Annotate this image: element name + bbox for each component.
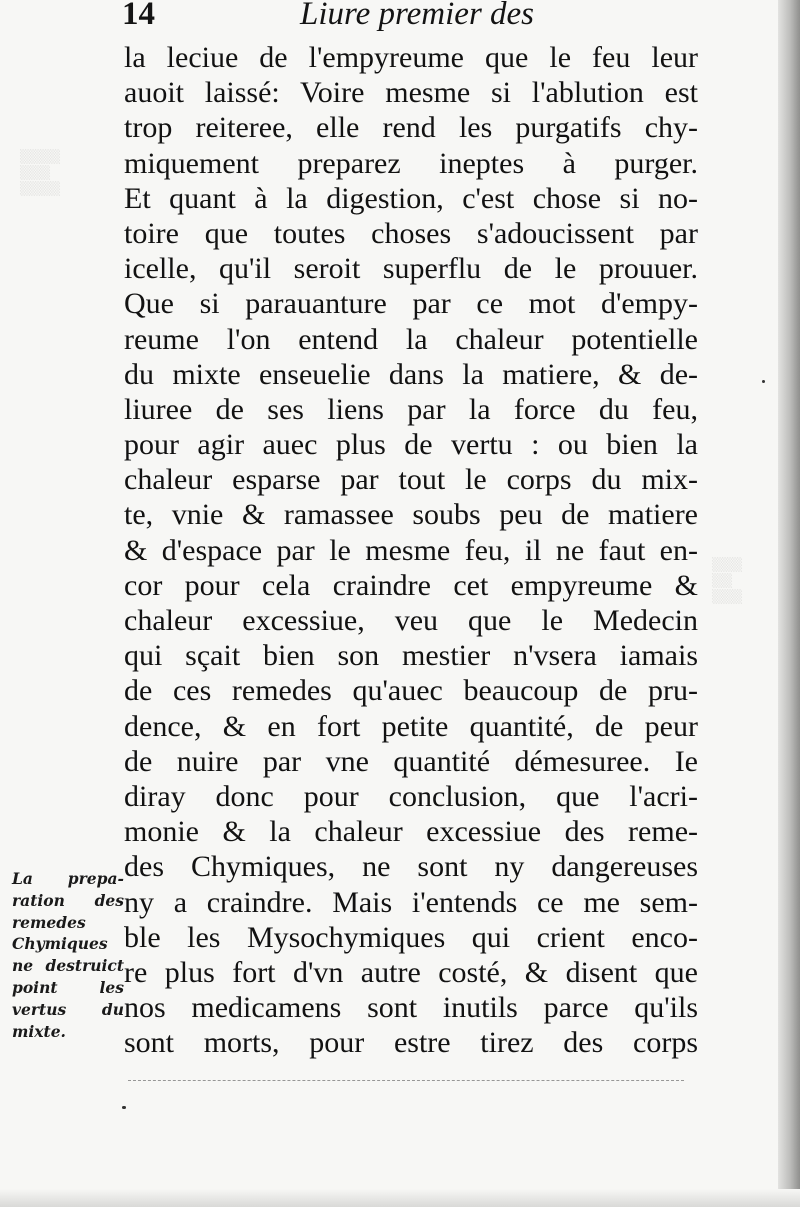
text-line: de ces remedes qu'auec beaucoup de pru-: [124, 674, 698, 708]
margin-note-line: La prepa-: [12, 869, 124, 888]
text-line: miquement preparez ineptes à purger.: [124, 146, 698, 180]
text-line: des Chymiques, ne sont ny dangereuses: [124, 850, 698, 884]
text-line: ny a craindre. Mais i'entends ce me sem-: [124, 885, 698, 919]
body-text: [124, 40, 698, 1060]
text-line: trop reiteree, elle rend les purgatifs chy-: [124, 111, 698, 145]
ink-speck: [762, 380, 765, 383]
margin-note-line: mixte.: [12, 1021, 66, 1041]
text-line: nos medicamens sont inutils parce qu'ils: [124, 991, 698, 1025]
margin-note-line: vertus du: [12, 999, 124, 1019]
text-line: pour agir auec plus de vertu : ou bien la: [124, 428, 698, 462]
text-line: diray donc pour conclusion, que l'acri-: [124, 779, 698, 813]
text-line: ble les Mysochymiques qui crient enco-: [124, 920, 698, 954]
text-line: du mixte enseuelie dans la matiere, & de-: [124, 357, 698, 391]
running-title: Liure premier des: [300, 0, 535, 32]
text-line: chaleur excessiue, veu que le Medecin: [124, 604, 698, 637]
page-bottom-edge: [0, 1189, 800, 1207]
text-line: la leciue de l'empyreume que le feu leur: [124, 41, 698, 74]
text-line: dence, & en fort petite quantité, de peur: [124, 709, 698, 743]
show-through-smudge: ▒▒▒ ▒▒ ▒▒▒: [712, 558, 742, 605]
text-line: & d'espace par le mesme feu, il ne faut en-: [124, 533, 698, 567]
margin-note-line: ration des: [12, 890, 124, 910]
text-line: qui sçait bien son mestier n'vsera iamais: [124, 639, 698, 673]
text-line: icelle, qu'il seroit superflu de le prouuer.: [124, 252, 698, 286]
page-edge-shadow: [778, 0, 800, 1207]
margin-note-line: point les: [12, 977, 124, 997]
text-line: sont morts, pour estre tirez des corps: [124, 1026, 698, 1060]
text-line: monie & la chaleur excessiue des reme-: [124, 815, 698, 849]
margin-note-line: Chymiques: [12, 934, 108, 954]
text-line: de nuire par vne quantité démesuree. Ie: [124, 744, 698, 778]
text-line: auoit laissé: Voire mesme si l'ablution est: [124, 76, 698, 110]
text-line: chaleur esparse par tout le corps du mix-: [124, 463, 698, 497]
text-line: Et quant à la digestion, c'est chose si no-: [124, 181, 698, 215]
text-line: reume l'on entend la chaleur potentielle: [124, 322, 698, 356]
margin-note: [12, 868, 124, 1042]
page-number: 14: [122, 0, 155, 32]
text-line: re plus fort d'vn autre costé, & disent que: [124, 955, 698, 989]
text-line: Que si parauanture par ce mot d'empy-: [124, 287, 698, 321]
margin-note-line: remedes: [12, 912, 86, 932]
page-header: [122, 0, 562, 42]
bottom-catchline-rule: [128, 1080, 684, 1081]
margin-note-line: ne destruict: [12, 956, 124, 976]
text-line: te, vnie & ramassee soubs peu de matiere: [124, 498, 698, 532]
text-line: cor pour cela craindre cet empyreume &: [124, 568, 698, 602]
text-line: toire que toutes choses s'adoucissent par: [124, 216, 698, 250]
ink-speck: [122, 1106, 126, 1109]
text-line: liuree de ses liens par la force du feu,: [124, 392, 698, 426]
show-through-smudge: ▒▒▒▒ ▒▒▒ ▒▒▒▒: [20, 150, 60, 197]
